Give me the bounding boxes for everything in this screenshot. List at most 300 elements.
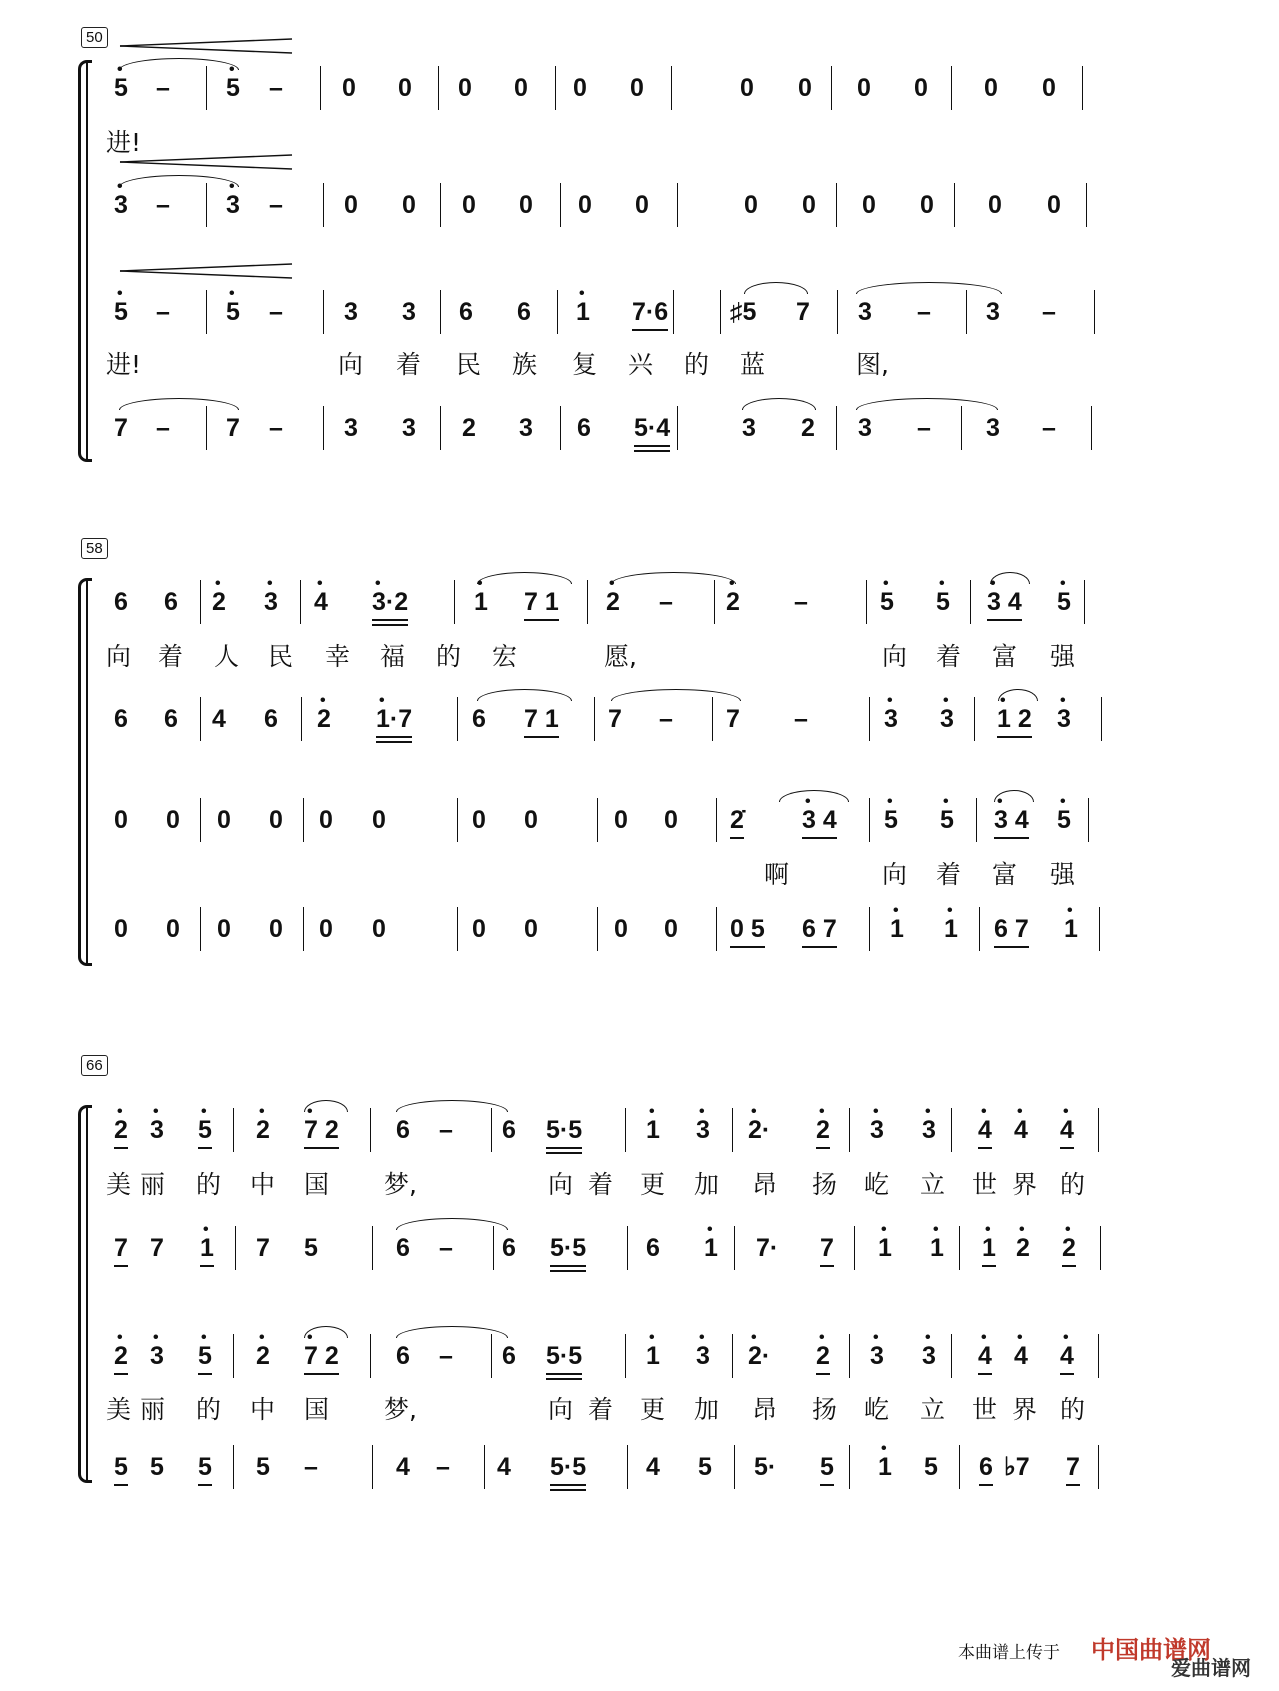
lyric-syllable: 着 (588, 1395, 614, 1424)
barline (457, 798, 458, 842)
note (987, 575, 1022, 616)
note-digit: 6 (264, 705, 278, 733)
note (472, 705, 486, 733)
note-digit: 7 1 (524, 705, 559, 733)
slur (779, 790, 849, 802)
underline (550, 1489, 586, 1491)
barline (976, 798, 977, 842)
note (820, 1234, 834, 1262)
barline (235, 1226, 236, 1270)
note-digit: 0 (920, 191, 934, 219)
note (164, 588, 178, 616)
note (459, 298, 473, 326)
note (524, 588, 559, 616)
note-digit: 7·6 (632, 298, 669, 326)
octave-dot: • (117, 1103, 123, 1120)
note-digit: 0 (472, 806, 486, 834)
watermark-text: 爱曲谱网 (1171, 1656, 1251, 1680)
barline (1094, 290, 1095, 334)
note-digit: 2 (726, 588, 740, 616)
note (730, 806, 744, 834)
octave-dot: • (153, 1329, 159, 1346)
lyric-syllable: 民 (268, 642, 294, 671)
octave-dot: • (117, 1329, 123, 1346)
note-digit: 0 (217, 915, 231, 943)
note (1042, 298, 1056, 326)
note-digit: 3 (858, 298, 872, 326)
barline (837, 290, 838, 334)
note (156, 74, 170, 102)
slur (856, 398, 998, 410)
note-digit: 0 (344, 191, 358, 219)
note-digit: 5·4 (634, 414, 671, 442)
note-digit: – (439, 1234, 453, 1262)
lyric-syllable: 扬 (812, 1170, 838, 1199)
barline (440, 183, 441, 227)
note (742, 414, 756, 442)
octave-dot: • (317, 575, 323, 592)
note (994, 915, 1029, 943)
note (396, 1234, 410, 1262)
note (458, 74, 472, 102)
octave-dot: • (1067, 902, 1073, 919)
lyric-syllable: 美 (106, 1170, 132, 1199)
note-digit: 2̇ (730, 806, 744, 834)
note-digit: 3 (344, 414, 358, 442)
note-digit: 7 (796, 298, 810, 326)
lyric-syllable: 富 (992, 860, 1018, 889)
note-digit: 3 (114, 191, 128, 219)
note (936, 575, 950, 616)
octave-dot: • (887, 793, 893, 810)
note (514, 74, 528, 102)
barline (206, 406, 207, 450)
lyric-syllable: 着 (158, 642, 184, 671)
note-digit: 5 (198, 1342, 212, 1370)
note (114, 285, 128, 326)
lyric-syllable: 向 (882, 860, 908, 889)
octave-dot: • (881, 1440, 887, 1457)
octave-dot: • (939, 575, 945, 592)
lyric-syllable: 昂 (752, 1170, 778, 1199)
barline (1084, 580, 1085, 624)
lyric-syllable: 啊 (764, 860, 790, 889)
note (269, 298, 283, 326)
note (1004, 1453, 1030, 1481)
octave-dot: • (881, 1221, 887, 1238)
lyric-syllable: 的 (196, 1170, 222, 1199)
note-digit: 3 4 (802, 806, 837, 834)
slur (477, 572, 572, 584)
lyrics-line (106, 1395, 1194, 1425)
note (858, 414, 872, 442)
octave-dot: • (819, 1103, 825, 1120)
note-digit: 2 (317, 705, 331, 733)
note (1014, 1329, 1028, 1370)
note (917, 298, 931, 326)
underline (1060, 1147, 1074, 1149)
lyric-syllable: 着 (936, 642, 962, 671)
octave-dot: • (997, 793, 1003, 810)
note (646, 1329, 660, 1370)
crescendo-hairpin (120, 38, 295, 54)
underline (198, 1373, 212, 1375)
note-digit: 6 (114, 588, 128, 616)
barline (320, 66, 321, 110)
octave-dot: • (1000, 692, 1006, 709)
note (726, 705, 740, 733)
barline (673, 290, 674, 334)
barline (974, 697, 975, 741)
barline (625, 1108, 626, 1152)
note (986, 414, 1000, 442)
note (794, 588, 808, 616)
note-digit: 1 (1064, 915, 1078, 943)
note (317, 692, 331, 733)
lyric-syllable: 中 (250, 1170, 276, 1199)
note-digit: – (436, 1453, 450, 1481)
measure-number: 58 (81, 538, 108, 559)
octave-dot: • (117, 61, 123, 78)
lyrics-line (106, 128, 1194, 158)
note-digit: 3 (870, 1116, 884, 1144)
slur (119, 58, 239, 70)
note (212, 575, 226, 616)
staff-1-4 (114, 406, 1184, 450)
lyric-syllable: 宏 (492, 642, 518, 671)
note-digit: 0 (514, 74, 528, 102)
barline (438, 66, 439, 110)
note-digit: 6 (646, 1234, 660, 1262)
underline (978, 1373, 992, 1375)
note (524, 705, 559, 733)
note-digit: 3 (150, 1116, 164, 1144)
note-digit: 2 (816, 1116, 830, 1144)
note-digit: – (439, 1342, 453, 1370)
note (748, 1329, 771, 1370)
lyric-syllable: 界 (1012, 1395, 1038, 1424)
note (114, 1329, 128, 1370)
note-digit: 3 4 (994, 806, 1029, 834)
note (402, 298, 416, 326)
note-digit: 7 (820, 1234, 834, 1262)
note (376, 692, 413, 733)
octave-dot: • (947, 902, 953, 919)
note-digit: 4 (1014, 1116, 1028, 1144)
octave-dot: • (153, 1103, 159, 1120)
note (398, 74, 412, 102)
barline (979, 907, 980, 951)
note-digit: – (1042, 414, 1056, 442)
note-digit: 6 (164, 588, 178, 616)
octave-dot: • (1017, 1103, 1023, 1120)
octave-dot: • (229, 178, 235, 195)
lyric-syllable: 更 (640, 1395, 666, 1424)
note-digit: 3 (986, 298, 1000, 326)
note-digit: 7 (114, 414, 128, 442)
note-digit: 0 (372, 806, 386, 834)
barline (831, 66, 832, 110)
note-digit: 3 (344, 298, 358, 326)
underline (730, 946, 765, 948)
underline (550, 1265, 586, 1267)
note (816, 1329, 830, 1370)
barline (303, 798, 304, 842)
note (984, 74, 998, 102)
lyric-syllable: 加 (694, 1395, 720, 1424)
barline (734, 1445, 735, 1489)
note-digit: 6 (502, 1342, 516, 1370)
note-digit: 0 (573, 74, 587, 102)
note-digit: 0 (217, 806, 231, 834)
note-digit: – (156, 298, 170, 326)
underline (1062, 1265, 1076, 1267)
underline (997, 736, 1032, 738)
note (730, 298, 756, 326)
octave-dot: • (201, 1103, 207, 1120)
note-digit: 0 (372, 915, 386, 943)
note-digit: 6 (472, 705, 486, 733)
note (573, 74, 587, 102)
note-digit: 5·5 (550, 1234, 587, 1262)
note (796, 298, 810, 326)
barline (370, 1334, 371, 1378)
lyric-syllable: 立 (920, 1395, 946, 1424)
note-digit: 2 (1062, 1234, 1076, 1262)
octave-dot: • (943, 793, 949, 810)
underline (198, 1484, 212, 1486)
note-digit: 1 (646, 1116, 660, 1144)
note (396, 1342, 410, 1370)
note (944, 902, 958, 943)
underline (730, 837, 744, 839)
note (914, 74, 928, 102)
octave-dot: • (925, 1329, 931, 1346)
lyrics-line (114, 860, 1194, 890)
underline (816, 1373, 830, 1375)
note-digit: 7 2 (304, 1116, 339, 1144)
note (164, 705, 178, 733)
note (982, 1221, 996, 1262)
note (264, 575, 278, 616)
note (114, 806, 128, 834)
note (922, 1103, 936, 1144)
lyric-syllable: 富 (992, 642, 1018, 671)
note (1064, 902, 1078, 943)
note-digit: – (269, 414, 283, 442)
note (269, 191, 283, 219)
lyric-syllable: 国 (304, 1395, 330, 1424)
lyric-syllable: 梦, (384, 1170, 417, 1199)
note-digit: 5 (940, 806, 954, 834)
barline (200, 907, 201, 951)
system-bracket (78, 1105, 92, 1483)
note (217, 915, 231, 943)
barline (1086, 183, 1087, 227)
barline (370, 1108, 371, 1152)
note (198, 1329, 212, 1370)
barline (323, 406, 324, 450)
octave-dot: • (117, 285, 123, 302)
note (156, 298, 170, 326)
barline (732, 1334, 733, 1378)
note (614, 915, 628, 943)
note-digit: 6 (517, 298, 531, 326)
note (858, 298, 872, 326)
barline (1101, 697, 1102, 741)
note-digit: 5·5 (546, 1116, 583, 1144)
note (200, 1221, 214, 1262)
octave-dot: • (981, 1103, 987, 1120)
note (226, 178, 240, 219)
barline (1100, 1226, 1101, 1270)
staff-1-2 (114, 178, 1184, 227)
octave-dot: • (887, 692, 893, 709)
lyric-syllable: 愿, (604, 642, 637, 671)
note-digit: 3 (226, 191, 240, 219)
note-digit: 0 (166, 806, 180, 834)
measure-number: 50 (81, 27, 108, 48)
note-digit: 0 (319, 915, 333, 943)
note-digit: 7 (256, 1234, 270, 1262)
barline (625, 1334, 626, 1378)
note (1016, 1221, 1030, 1262)
slur (742, 398, 816, 410)
note (1047, 191, 1061, 219)
note (801, 414, 815, 442)
lyrics-line (106, 350, 1194, 380)
underline (114, 1373, 128, 1375)
note (519, 191, 533, 219)
note-digit: – (156, 74, 170, 102)
lyric-syllable: 丽 (140, 1395, 166, 1424)
note-digit: 1 (890, 915, 904, 943)
note-digit: 7 (608, 705, 622, 733)
note-digit: 0 (984, 74, 998, 102)
barline (716, 798, 717, 842)
note (150, 1453, 164, 1481)
note (198, 1453, 212, 1481)
note (577, 414, 591, 442)
note (264, 705, 278, 733)
barline (959, 1226, 960, 1270)
barline (627, 1445, 628, 1489)
note (226, 61, 240, 102)
note (372, 915, 386, 943)
note (226, 285, 240, 326)
lyric-syllable: 着 (936, 860, 962, 889)
note (920, 191, 934, 219)
note (439, 1342, 453, 1370)
note (372, 575, 409, 616)
octave-dot: • (307, 1329, 313, 1346)
octave-dot: • (925, 1103, 931, 1120)
barline (454, 580, 455, 624)
note (704, 1221, 718, 1262)
note-digit: 3 (986, 414, 1000, 442)
underline (372, 619, 408, 621)
lyric-syllable: 强 (1050, 860, 1076, 889)
octave-dot: • (609, 575, 615, 592)
note-digit: 7 2 (304, 1342, 339, 1370)
lyrics-line (106, 1170, 1194, 1200)
barline (854, 1226, 855, 1270)
note (114, 705, 128, 733)
barline (720, 290, 721, 334)
note-digit: 6 7 (994, 915, 1029, 943)
note-digit: 2· (748, 1342, 771, 1370)
note (664, 806, 678, 834)
note (304, 1453, 318, 1481)
barline (1098, 1108, 1099, 1152)
note-digit: 4 (1060, 1342, 1074, 1370)
slur (119, 175, 239, 187)
lyric-syllable: 的 (1060, 1170, 1086, 1199)
slur (990, 572, 1030, 584)
note-digit: 4 (314, 588, 328, 616)
note (256, 1103, 270, 1144)
note-digit: 0 (857, 74, 871, 102)
barline (849, 1108, 850, 1152)
octave-dot: • (893, 902, 899, 919)
note (502, 1116, 516, 1144)
note-digit: 0 (578, 191, 592, 219)
note (930, 1221, 944, 1262)
lyric-syllable: 立 (920, 1170, 946, 1199)
note-digit: 2 (462, 414, 476, 442)
slur (396, 1100, 508, 1112)
barline (712, 697, 713, 741)
note-digit: 1 (200, 1234, 214, 1262)
note-digit: 1 (982, 1234, 996, 1262)
lyric-syllable: 更 (640, 1170, 666, 1199)
underline (632, 329, 668, 331)
barline (1098, 1445, 1099, 1489)
octave-dot: • (981, 1329, 987, 1346)
note-digit: – (439, 1116, 453, 1144)
lyric-syllable: 的 (196, 1395, 222, 1424)
note-digit: 4 (978, 1342, 992, 1370)
barline (732, 1108, 733, 1152)
note (664, 915, 678, 943)
note-digit: 1 (878, 1234, 892, 1262)
underline (546, 1378, 582, 1380)
note-digit: 0 (635, 191, 649, 219)
lyric-syllable: 梦, (384, 1395, 417, 1424)
octave-dot: • (933, 1221, 939, 1238)
barline (1091, 406, 1092, 450)
staff-2-2 (114, 692, 1184, 741)
note-digit: 3 (940, 705, 954, 733)
octave-dot: • (1060, 793, 1066, 810)
note-digit: 7 (114, 1234, 128, 1262)
lyric-syllable: 人 (214, 642, 240, 671)
note-digit: 0 (614, 915, 628, 943)
barline (233, 1334, 234, 1378)
octave-dot: • (203, 1221, 209, 1238)
note-digit: 2 (1016, 1234, 1030, 1262)
barline (970, 580, 971, 624)
note-digit: 0 5 (730, 915, 765, 943)
note (114, 61, 128, 102)
note (1057, 692, 1071, 733)
note-digit: 0 (114, 915, 128, 943)
barline (951, 1334, 952, 1378)
barline (849, 1334, 850, 1378)
note-digit: – (269, 298, 283, 326)
lyric-syllable: 复 (572, 350, 598, 379)
barline (303, 907, 304, 951)
